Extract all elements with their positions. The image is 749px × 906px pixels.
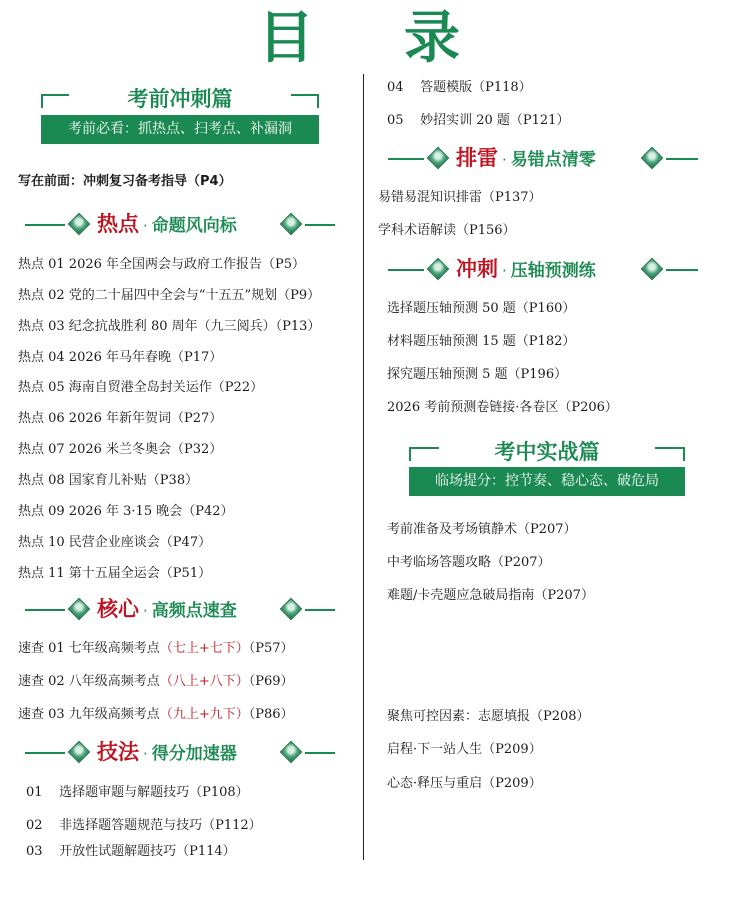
toc-entry[interactable]: 易错易混知识排雷（P137）: [378, 190, 542, 205]
toc-entry[interactable]: 心态·释压与重启（P209）: [387, 776, 542, 791]
heading-text: 核心 · 高频点速查: [97, 597, 237, 621]
box-title: 考前冲刺篇: [127, 87, 233, 111]
toc-entry[interactable]: 热点 09 2026 年 3·15 晚会（P42）: [18, 504, 234, 519]
heading-sprint: [388, 255, 708, 285]
heading-hot: [25, 210, 345, 240]
toc-entry[interactable]: 中考临场答题攻略（P207）: [387, 555, 551, 570]
diamond-ornament-icon: [427, 147, 450, 170]
toc-entry[interactable]: 热点 07 2026 米兰冬奥会（P32）: [18, 442, 223, 457]
toc-entry[interactable]: 热点 03 纪念抗战胜利 80 周年（九三阅兵）（P13）: [18, 319, 321, 334]
toc-entry[interactable]: 热点 02 党的二十届四中全会与“十五五”规划（P9）: [18, 288, 321, 303]
toc-entry[interactable]: 聚焦可控因素：志愿填报（P208）: [387, 709, 590, 724]
toc-entry[interactable]: 材料题压轴预测 15 题（P182）: [387, 334, 576, 349]
ornament-line-right: [666, 158, 698, 160]
ornament-line-right: [305, 752, 335, 754]
diamond-ornament-icon: [641, 147, 664, 170]
toc-entry[interactable]: 选择题压轴预测 50 题（P160）: [387, 301, 576, 316]
ornament-line-left: [25, 752, 65, 754]
diamond-ornament-icon: [280, 741, 303, 764]
section-box-pre-exam: [41, 80, 319, 150]
intro-entry[interactable]: 写在前面：冲刺复习备考指导（P4）: [18, 174, 232, 189]
toc-entry[interactable]: 热点 04 2026 年马年春晚（P17）: [18, 350, 223, 365]
box-title: 考中实战篇: [494, 440, 600, 464]
toc-entry[interactable]: 探究题压轴预测 5 题（P196）: [387, 367, 568, 382]
box-subtitle: 临场提分：控节奏、稳心态、破危局: [409, 467, 685, 496]
toc-entry[interactable]: 速查 03 九年级高频考点（九上+九下）（P86）: [18, 707, 294, 722]
heading-text: 热点 · 命题风向标: [97, 212, 237, 236]
title-char-2: 录: [404, 6, 462, 71]
heading-mine: [388, 144, 708, 174]
heading-text: 排雷 · 易错点清零: [456, 146, 596, 170]
toc-entry[interactable]: 热点 10 民营企业座谈会（P47）: [18, 535, 212, 550]
heading-text: 冲刺 · 压轴预测练: [456, 257, 596, 281]
toc-entry[interactable]: 速查 01 七年级高频考点（七上+七下）（P57）: [18, 641, 294, 656]
title-char-1: 目: [258, 6, 316, 71]
toc-entry[interactable]: 05 妙招实训 20 题（P121）: [387, 113, 570, 128]
toc-entry[interactable]: 03 开放性试题解题技巧（P114）: [26, 844, 236, 859]
diamond-ornament-icon: [68, 213, 91, 236]
toc-entry[interactable]: 启程·下一站人生（P209）: [387, 742, 542, 757]
ornament-line-left: [388, 158, 424, 160]
toc-entry[interactable]: 难题/卡壳题应急破局指南（P207）: [387, 588, 594, 603]
toc-entry[interactable]: 热点 05 海南自贸港全岛封关运作（P22）: [18, 380, 264, 395]
ornament-line-left: [25, 609, 65, 611]
toc-entry[interactable]: 04 答题模版（P118）: [387, 80, 532, 95]
heading-skill: [25, 738, 345, 768]
ornament-line-right: [305, 224, 335, 226]
section-box-in-exam: [409, 433, 685, 503]
ornament-line-right: [305, 609, 335, 611]
toc-entry[interactable]: 热点 06 2026 年新年贺词（P27）: [18, 411, 223, 426]
toc-entry[interactable]: 热点 11 第十五届全运会（P51）: [18, 566, 212, 581]
column-divider: [363, 74, 364, 860]
box-subtitle: 考前必看：抓热点、扫考点、补漏洞: [41, 115, 319, 144]
ornament-line-right: [666, 269, 698, 271]
toc-entry[interactable]: 02 非选择题答题规范与技巧（P112）: [26, 818, 262, 833]
toc-entry[interactable]: 热点 08 国家育儿补贴（P38）: [18, 473, 199, 488]
toc-entry[interactable]: 热点 01 2026 年全国两会与政府工作报告（P5）: [18, 257, 306, 272]
ornament-line-left: [388, 269, 424, 271]
diamond-ornament-icon: [427, 258, 450, 281]
diamond-ornament-icon: [68, 598, 91, 621]
toc-entry[interactable]: 速查 02 八年级高频考点（八上+八下）（P69）: [18, 674, 294, 689]
diamond-ornament-icon: [280, 213, 303, 236]
page-title: [0, 0, 749, 71]
heading-core: [25, 595, 345, 625]
toc-entry[interactable]: 2026 考前预测卷链接·各卷区（P206）: [387, 400, 618, 415]
diamond-ornament-icon: [68, 741, 91, 764]
toc-entry[interactable]: 01 选择题审题与解题技巧（P108）: [26, 785, 249, 800]
ornament-line-left: [25, 224, 65, 226]
diamond-ornament-icon: [641, 258, 664, 281]
diamond-ornament-icon: [280, 598, 303, 621]
heading-text: 技法 · 得分加速器: [97, 740, 237, 764]
toc-entry[interactable]: 考前准备及考场镇静术（P207）: [387, 522, 577, 537]
toc-entry[interactable]: 学科术语解读（P156）: [378, 223, 516, 238]
